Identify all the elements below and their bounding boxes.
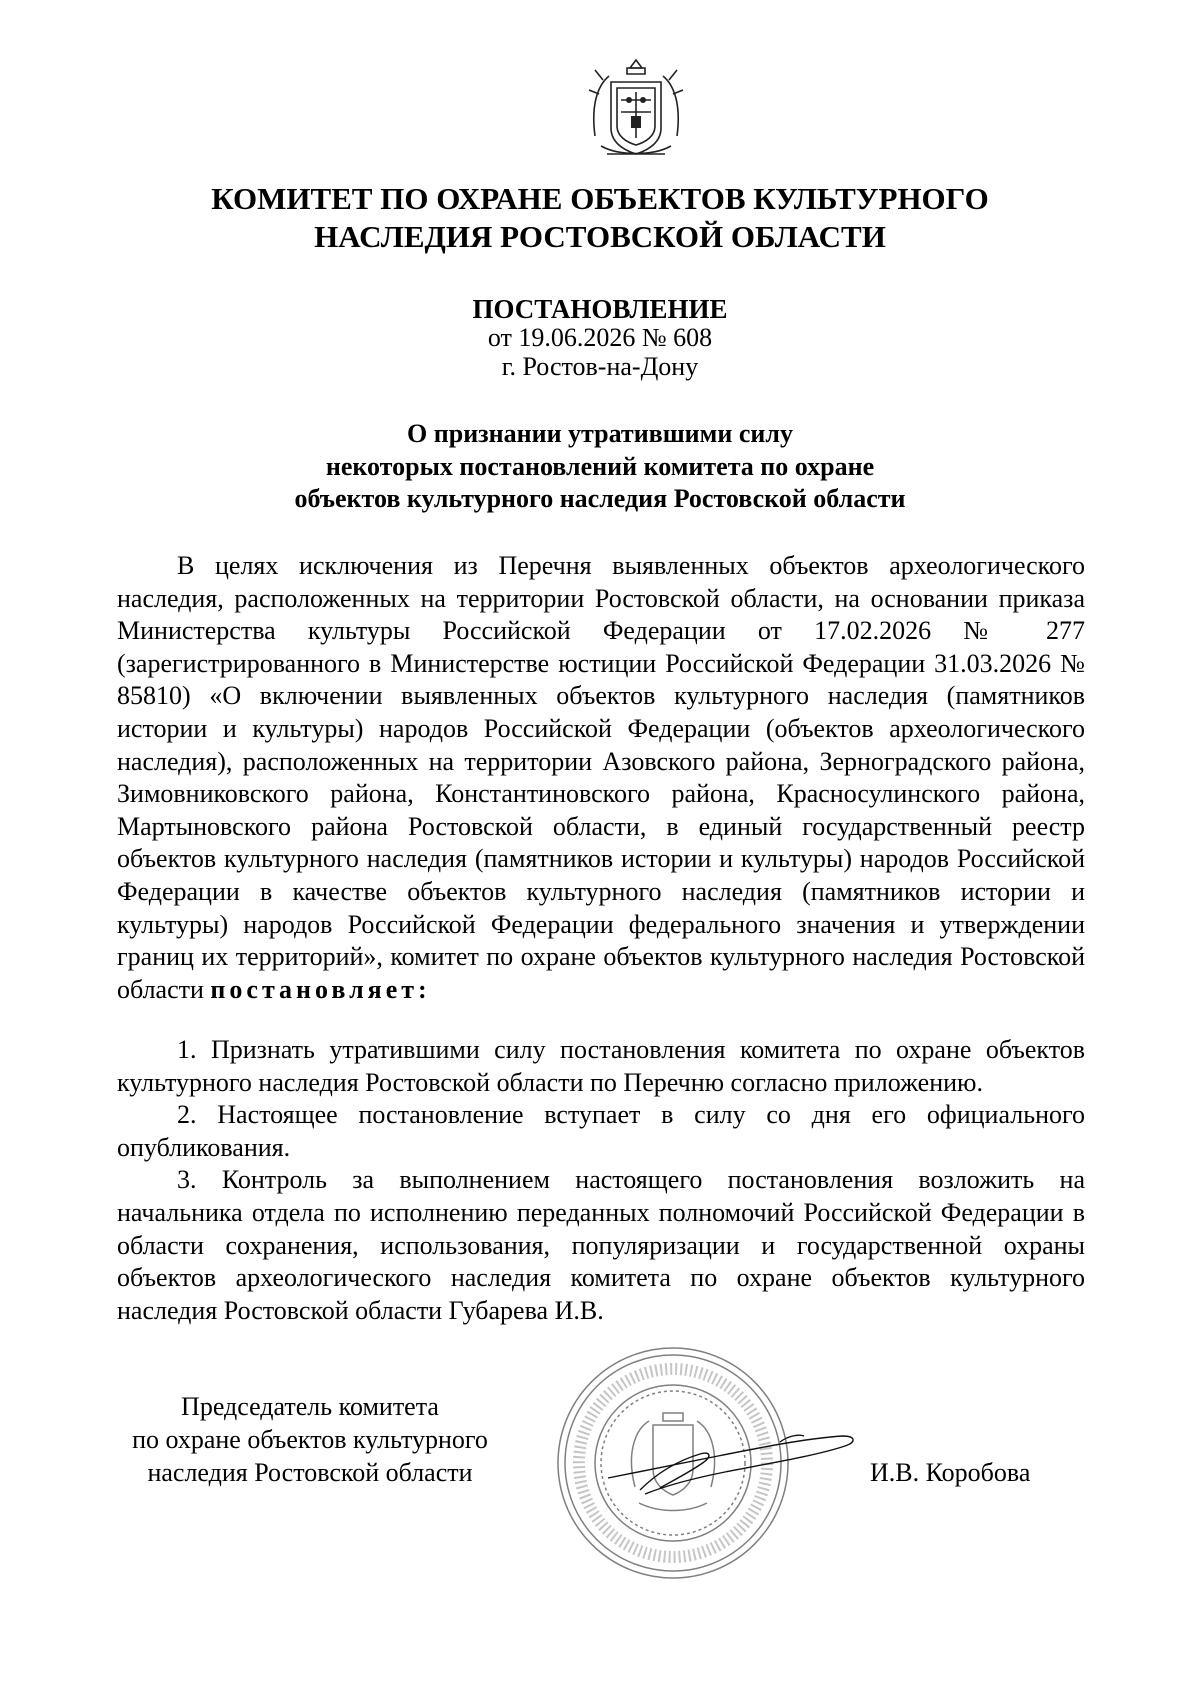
resolution-items	[117, 1034, 1085, 1327]
subject-line3: объектов культурного наследия Ростовской области	[294, 484, 906, 513]
signer-position	[110, 1390, 510, 1489]
document-date-number: от 19.06.2026 № 608	[487, 323, 713, 352]
preamble-paragraph	[117, 550, 1085, 1006]
handwritten-signature-icon	[600, 1420, 860, 1510]
document-city: г. Ростов-на-Дону	[501, 352, 699, 381]
rostov-oblast-coat-of-arms-icon	[581, 56, 691, 164]
organization-name	[150, 180, 1050, 256]
organization-name-line2: НАСЛЕДИЯ РОСТОВСКОЙ ОБЛАСТИ	[314, 219, 886, 254]
signer-name: И.В. Коробова	[870, 1458, 1031, 1487]
preamble-text: В целях исключения из Перечня выявленных объектов археологического наследия, расположенных на территории Ростовской области, на основании приказа Министерства культуры Российской Федерации от 17.02.2026 № 277 (зарегистрированного в Министерстве юстиции Российской Федерации 31.03.2026 № 85810) «О включении выявленных объектов культурного наследия (памятников истории и культуры) народов Российской Федерации (объектов археологического наследия), расположенных на территории Азовского района, Зерноградского района, Зимовниковского района, Константиновского района, Красносулинского района, Мартыновского района Ростовской области, в единый государственный реестр объектов культурного наследия (памятников истории и культуры) народов Российской Федерации в качестве объектов культурного наследия (памятников истории и культуры) народов Российской Федерации федерального значения и утверждении границ их территорий», комитет по охране объектов культурного наследия Ростовской области	[117, 551, 1085, 1004]
resolves-word: постановляет:	[210, 974, 431, 1004]
document-type: ПОСТАНОВЛЕНИЕ	[472, 294, 728, 324]
resolution-item-2: 2. Настоящее постановление вступает в силу со дня его официального опубликования.	[117, 1100, 1085, 1162]
subject-line2: некоторых постановлений комитета по охране	[325, 451, 875, 481]
resolution-item-3: 3. Контроль за выполнением настоящего постановления возложить на начальника отдела по исполнению переданных полномочий Российской Федерации в области сохранения, использования, популяризации и государственной охраны объектов археологического наследия комитета по охране объектов культурного наследия Ростовской области Губарева И.В.	[117, 1165, 1085, 1325]
signer-position-line1: Председатель комитета	[181, 1392, 439, 1421]
signer-position-line2: по охране объектов культурного	[132, 1425, 488, 1454]
subject-line1: О признании утратившими силу	[407, 419, 793, 448]
document-subject	[200, 418, 1000, 516]
signer-position-line3: наследия Ростовской области	[147, 1458, 473, 1487]
organization-name-line1: КОМИТЕТ ПО ОХРАНЕ ОБЪЕКТОВ КУЛЬТУРНОГО	[211, 181, 989, 216]
resolution-item-1: 1. Признать утратившими силу постановления комитета по охране объектов культурного наследия Ростовской области по Перечню согласно приложению.	[117, 1035, 1085, 1097]
